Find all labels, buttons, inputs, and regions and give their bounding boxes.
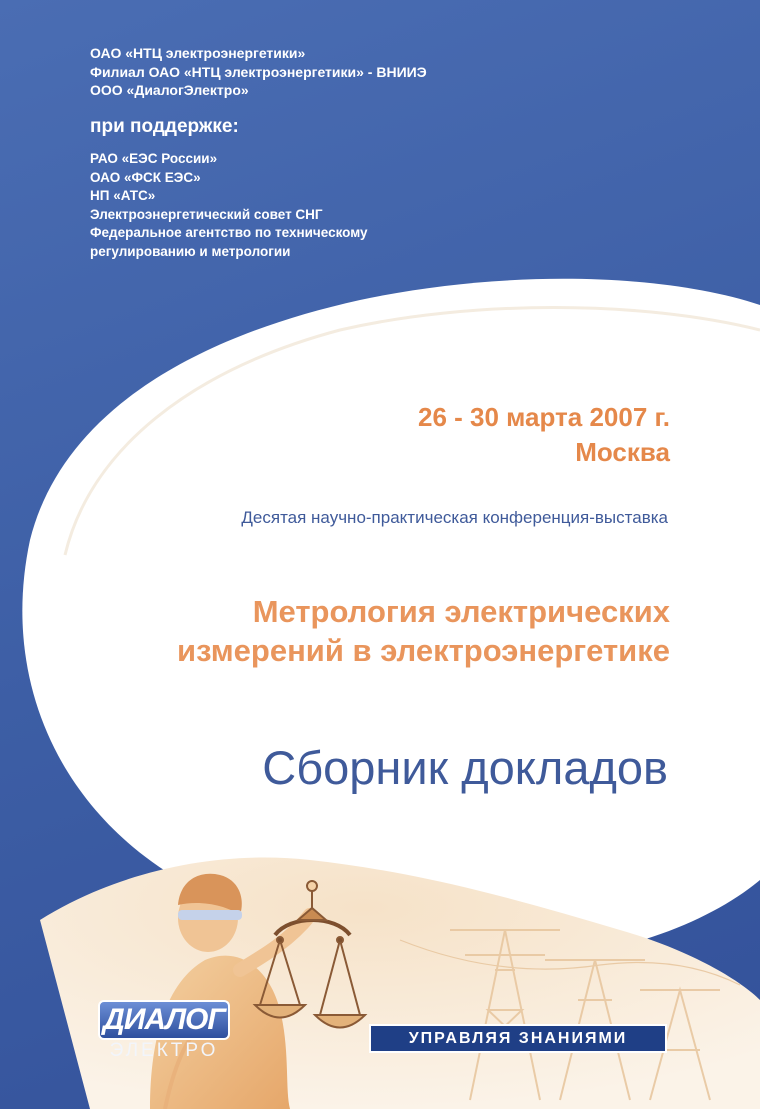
title-line: измерений в электроэнергетике — [177, 633, 670, 668]
event-dates: 26 - 30 марта 2007 г. — [418, 402, 670, 432]
organizer-line: ООО «ДиалогЭлектро» — [90, 82, 249, 98]
support-heading: при поддержке: — [90, 116, 239, 137]
logo-subtitle: ЭЛЕКТРО — [109, 1040, 219, 1061]
organizer-line: ОАО «НТЦ электроэнергетики» — [90, 45, 306, 61]
organizers-list — [90, 44, 427, 100]
supporter-line: РАО «ЕЭС России» — [90, 151, 218, 166]
event-subtitle: Десятая научно-практическая конференция-выставка — [241, 508, 668, 527]
supporter-line: Федеральное агентство по техническому — [90, 225, 368, 240]
organizer-line: Филиал ОАО «НТЦ электроэнергетики» - ВНИИЭ — [90, 63, 427, 80]
supporter-line: ОАО «ФСК ЕЭС» — [90, 169, 201, 185]
supporter-line: регулированию и метрологии — [90, 243, 291, 259]
dialog-electro-logo — [98, 1000, 230, 1066]
title-line: Метрология электрических — [252, 594, 670, 629]
supporters-list — [90, 150, 368, 261]
supporter-line: Электроэнергетический совет СНГ — [90, 206, 323, 222]
conference-title — [177, 592, 670, 670]
logo-wordmark: ДИАЛОГ — [98, 1000, 230, 1040]
slogan-badge: УПРАВЛЯЯ ЗНАНИЯМИ — [369, 1024, 667, 1053]
supporter-line: НП «АТС» — [90, 188, 156, 203]
collection-title: Сборник докладов — [262, 741, 668, 794]
event-city: Москва — [575, 437, 670, 467]
